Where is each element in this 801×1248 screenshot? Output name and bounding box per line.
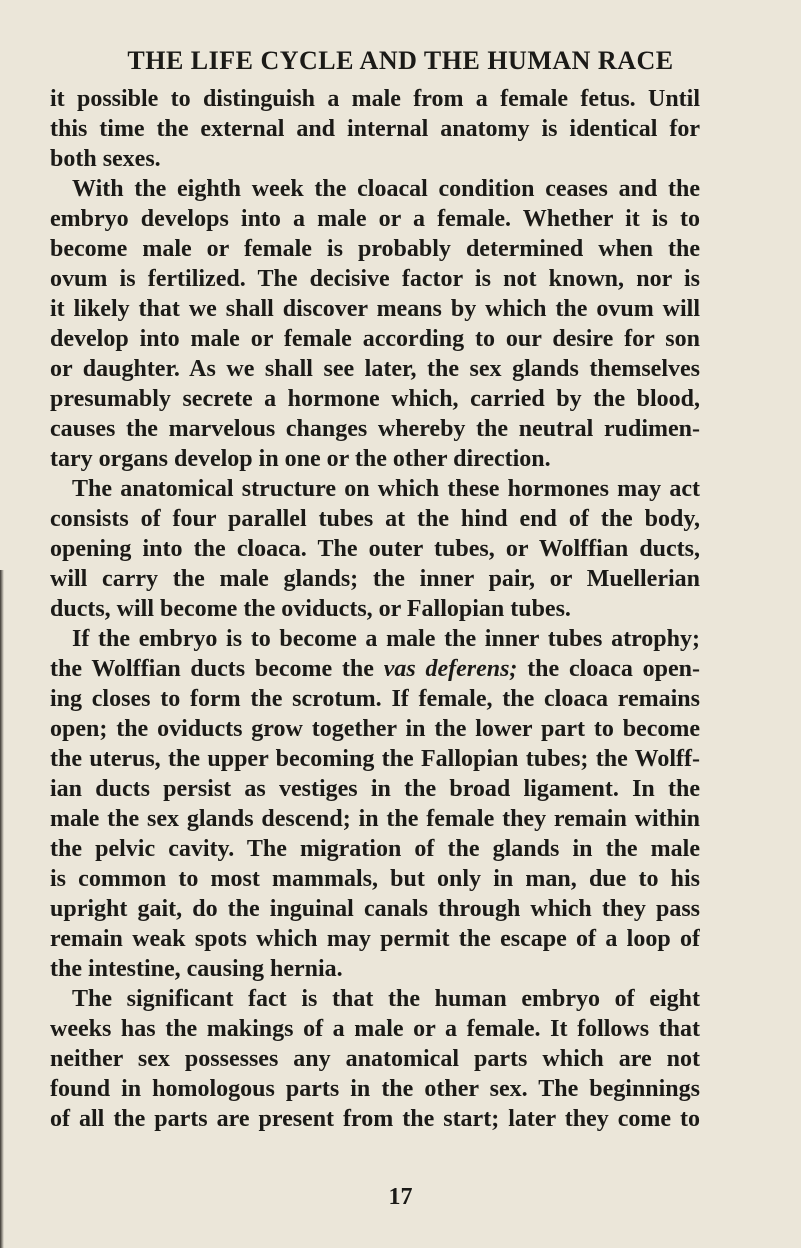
binding-edge-shadow [0,570,4,1248]
text-line: upright gait, do the inguinal canals through which they pass [50,896,700,922]
text-line: remain weak spots which may permit the escape of a loop of [50,926,700,952]
text-line: it likely that we shall discover means by which the ovum will [50,296,700,322]
text-line: it possible to distinguish a male from a female fetus. Until [50,86,700,112]
text-line: become male or female is probably determined when the [50,236,700,262]
text-line: develop into male or female according to our desire for son [50,326,700,352]
running-head: THE LIFE CYCLE AND THE HUMAN RACE [127,46,674,75]
text-line: opening into the cloaca. The outer tubes, or Wolffian ducts, [50,536,700,562]
text-line: is common to most mammals, but only in man, due to his [50,866,700,892]
page-number: 17 [388,1184,413,1210]
text-line: male the sex glands descend; in the female they remain within [50,806,700,832]
text-line: tary organs develop in one or the other direction. [50,446,551,472]
text-line: causes the marvelous changes whereby the neutral rudimen- [50,416,700,442]
text-line: this time the external and internal anatomy is identical for [50,116,700,142]
text-fragment: the Wolffian ducts become the [50,656,384,682]
text-line: of all the parts are present from the start; later they come to [50,1106,700,1132]
text-line: If the embryo is to become a male the inner tubes atrophy; [72,626,700,652]
text-line-mixed [50,654,700,684]
text-line: neither sex possesses any anatomical parts which are not [50,1046,700,1072]
text-line: open; the oviducts grow together in the lower part to become [50,716,700,742]
text-line: ducts, will become the oviducts, or Fallopian tubes. [50,596,571,622]
text-line: embryo develops into a male or a female. Whether it is to [50,206,700,232]
text-line: The significant fact is that the human embryo of eight [72,986,700,1012]
text-line: the uterus, the upper becoming the Fallopian tubes; the Wolff- [50,746,700,772]
text-line: found in homologous parts in the other sex. The beginnings [50,1076,700,1102]
text-fragment: the cloaca open- [527,656,700,682]
text-line: ovum is fertilized. The decisive factor is not known, nor is [50,266,700,292]
text-line: ian ducts persist as vestiges in the broad ligament. In the [50,776,700,802]
text-line: the intestine, causing hernia. [50,956,343,982]
text-line: ing closes to form the scrotum. If female, the cloaca remains [50,686,700,712]
text-line: weeks has the makings of a male or a female. It follows that [50,1016,700,1042]
text-line: will carry the male glands; the inner pair, or Muellerian [50,566,700,592]
body-text [50,84,700,1134]
text-line: both sexes. [50,146,161,172]
text-line: The anatomical structure on which these hormones may act [72,476,700,502]
text-line: presumably secrete a hormone which, carried by the blood, [50,386,700,412]
text-line: With the eighth week the cloacal condition ceases and the [72,176,700,202]
italic-term: vas deferens; [383,656,518,682]
text-line: the pelvic cavity. The migration of the glands in the male [50,836,700,862]
text-line: consists of four parallel tubes at the hind end of the body, [50,506,700,532]
text-line: or daughter. As we shall see later, the sex glands themselves [50,356,700,382]
